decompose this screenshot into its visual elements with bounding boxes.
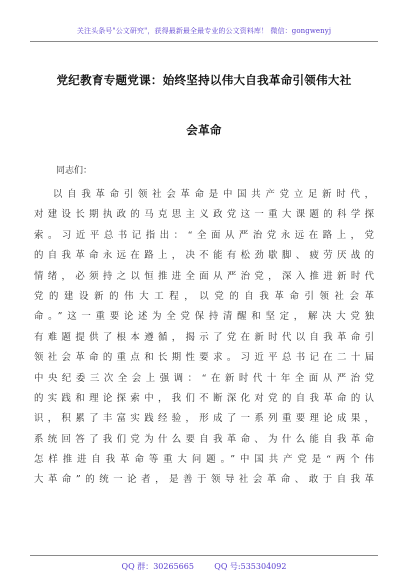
body-line: 中央纪委三次全会上强调：“在新时代十年全面从严治党 <box>34 372 374 384</box>
body-line: 识，积累了丰富实践经验，形成了一系列重要理论成果， <box>34 413 374 425</box>
body-line: 对建设长期执政的马克思主义政党这一重大课题的科学探 <box>34 209 374 221</box>
footer-divider <box>30 555 378 556</box>
header-divider <box>30 41 378 42</box>
body-line: 的自我革命永远在路上，决不能有松劲歇脚、疲劳厌战的 <box>34 250 374 262</box>
body-line: 怎样推进自我革命等重大问题。”中国共产党是“两个伟 <box>34 454 374 466</box>
document-title-line-1: 党纪教育专题党课：始终坚持以伟大自我革命引领伟大社 <box>56 73 352 87</box>
body-line: 的实践和理论探索中，我们不断深化对党的自我革命的认 <box>34 392 374 404</box>
footer-note: QQ 群：30265665 QQ 号:535304092 <box>121 562 287 571</box>
body-line: 党的建设新的伟大工程，以党的自我革命引领社会革 <box>34 290 374 302</box>
body-line: 系统回答了我们党为什么要自我革命、为什么能自我革命 <box>34 433 374 445</box>
body-line: 大革命”的统一论者，是善于领导社会革命、敢于自我革 <box>34 474 374 486</box>
body-line: 索。习近平总书记指出：“全面从严治党永远在路上，党 <box>34 229 374 241</box>
body-text <box>34 185 374 491</box>
header-note: 关注头条号"公文研究"，获得最新最全最专业的公文资料库！ 微信：gongwenyj <box>76 27 332 35</box>
salutation: 同志们： <box>56 166 93 176</box>
body-line: 领社会革命的重点和长期性要求。习近平总书记在二十届 <box>34 352 374 364</box>
body-line: 命。”这一重要论述为全党保持清醒和坚定，解决大党独 <box>34 311 374 323</box>
body-line: 情绪，必须持之以恒推进全面从严治党，深入推进新时代 <box>34 270 374 282</box>
document-title-line-2: 会革命 <box>186 123 222 137</box>
body-line: 有难题提供了根本遵循，揭示了党在新时代以自我革命引 <box>34 331 374 343</box>
body-line: 以自我革命引领社会革命是中国共产党立足新时代， <box>53 189 374 200</box>
